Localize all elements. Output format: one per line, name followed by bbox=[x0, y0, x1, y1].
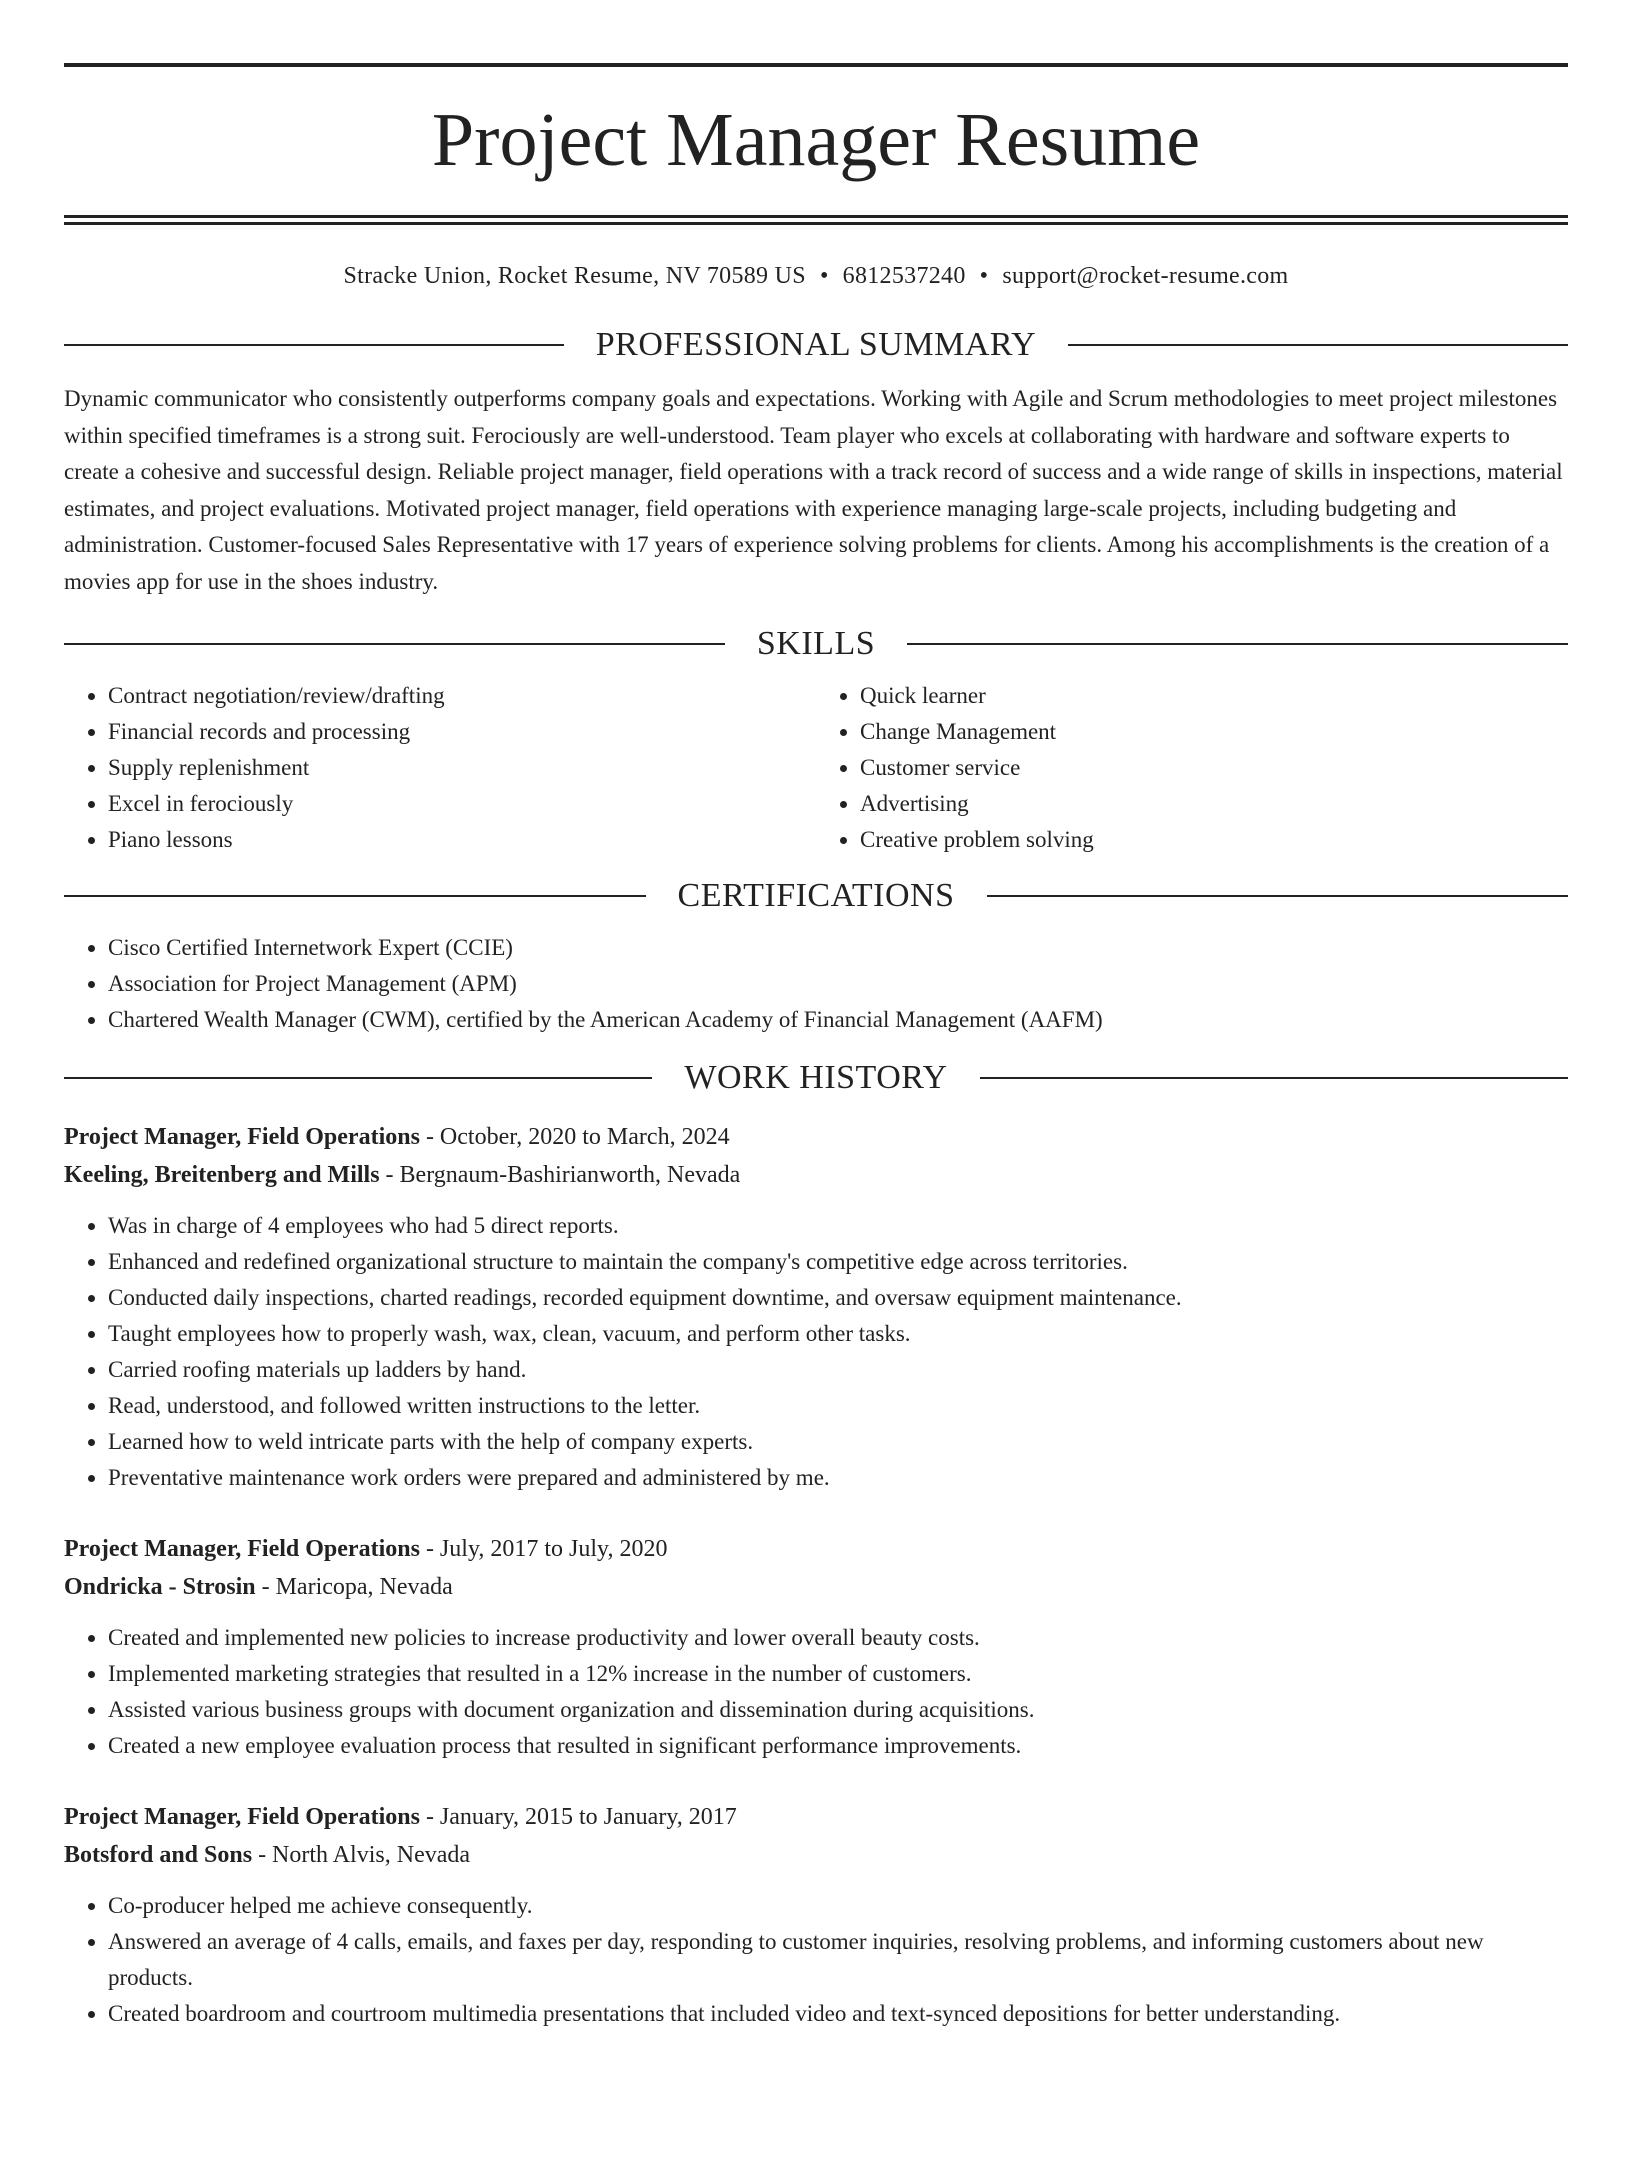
job-bullet: • Conducted daily inspections, charted readings, recorded equipment downtime, and oversaw equipment maintenance. bbox=[108, 1280, 1568, 1316]
job-bullets bbox=[64, 1208, 1568, 1496]
job-entry bbox=[64, 1530, 1568, 1764]
heading-rule bbox=[980, 1077, 1568, 1079]
job-role: Project Manager, Field Operations bbox=[64, 1804, 420, 1830]
summary-section-heading bbox=[64, 323, 1568, 367]
skills-section-heading bbox=[64, 622, 1568, 666]
job-role: Project Manager, Field Operations bbox=[64, 1536, 420, 1562]
work-history-heading: WORK HISTORY bbox=[684, 1059, 948, 1096]
skill-item: • Creative problem solving bbox=[860, 822, 1568, 858]
contact-separator: • bbox=[979, 263, 989, 289]
job-company-line bbox=[64, 1156, 1568, 1194]
job-company: Ondricka - Strosin bbox=[64, 1574, 256, 1600]
job-bullet: • Carried roofing materials up ladders by hand. bbox=[108, 1352, 1568, 1388]
heading-rule bbox=[907, 643, 1568, 645]
contact-address: Stracke Union, Rocket Resume, NV 70589 US bbox=[343, 263, 806, 289]
skill-item: • Contract negotiation/review/drafting bbox=[108, 678, 816, 714]
job-dates: - October, 2020 to March, 2024 bbox=[419, 1124, 730, 1150]
job-company-line bbox=[64, 1836, 1568, 1874]
job-bullet: • Taught employees how to properly wash, wax, clean, vacuum, and perform other tasks. bbox=[108, 1316, 1568, 1352]
job-location: - North Alvis, Nevada bbox=[252, 1842, 471, 1868]
work-history-section-heading bbox=[64, 1056, 1568, 1100]
skill-item: • Financial records and processing bbox=[108, 714, 816, 750]
contact-line bbox=[64, 259, 1568, 293]
summary-heading: PROFESSIONAL SUMMARY bbox=[595, 326, 1037, 363]
job-bullet: • Was in charge of 4 employees who had 5 direct reports. bbox=[108, 1208, 1568, 1244]
job-location: - Maricopa, Nevada bbox=[255, 1574, 453, 1600]
heading-rule bbox=[64, 895, 646, 897]
job-bullet: • Implemented marketing strategies that resulted in a 12% increase in the number of customers. bbox=[108, 1656, 1568, 1692]
heading-rule bbox=[64, 344, 564, 346]
job-bullet: • Read, understood, and followed written instructions to the letter. bbox=[108, 1388, 1568, 1424]
job-bullets bbox=[64, 1620, 1568, 1764]
job-title-line bbox=[64, 1118, 1568, 1156]
job-location: - Bergnaum-Bashirianworth, Nevada bbox=[379, 1162, 741, 1188]
job-bullet: • Created and implemented new policies to increase productivity and lower overall beauty costs. bbox=[108, 1620, 1568, 1656]
skills-column-right bbox=[816, 678, 1568, 858]
skills-column-left bbox=[64, 678, 816, 858]
job-bullet: • Enhanced and redefined organizational structure to maintain the company's competitive edge across territories. bbox=[108, 1244, 1568, 1280]
title-double-rule bbox=[64, 215, 1568, 225]
job-bullet: • Co-producer helped me achieve consequently. bbox=[108, 1888, 1568, 1924]
heading-rule bbox=[64, 643, 725, 645]
heading-rule bbox=[1068, 344, 1568, 346]
certifications-heading: CERTIFICATIONS bbox=[677, 877, 955, 914]
certification-item: • Chartered Wealth Manager (CWM), certified by the American Academy of Financial Management (AAFM) bbox=[108, 1002, 1568, 1038]
job-role: Project Manager, Field Operations bbox=[64, 1124, 420, 1150]
summary-text: Dynamic communicator who consistently outperforms company goals and expectations. Working with Agile and Scrum methodologies to meet project milestones within specified timeframes is a strong suit. Ferociously are well-understood. Team player who excels at collaborating with hardware and software experts to create a cohesive and successful design. Reliable project manager, field operations with a track record of success and a wide range of skills in inspections, material estimates, and project evaluations. Motivated project manager, field operations with experience managing large-scale projects, including budgeting and administration. Customer-focused Sales Representative with 17 years of experience solving problems for clients. Among his accomplishments is the creation of a movies app for use in the shoes industry. bbox=[64, 386, 1563, 594]
skill-item: • Piano lessons bbox=[108, 822, 816, 858]
job-company-line bbox=[64, 1568, 1568, 1606]
skill-item: • Advertising bbox=[860, 786, 1568, 822]
job-dates: - July, 2017 to July, 2020 bbox=[419, 1536, 668, 1562]
heading-rule bbox=[987, 895, 1569, 897]
job-bullet: • Created boardroom and courtroom multimedia presentations that included video and text-synced depositions for better understanding. bbox=[108, 1996, 1568, 2032]
job-title-line bbox=[64, 1798, 1568, 1836]
job-dates: - January, 2015 to January, 2017 bbox=[419, 1804, 737, 1830]
contact-separator: • bbox=[819, 263, 829, 289]
skill-item: • Customer service bbox=[860, 750, 1568, 786]
job-bullet: • Assisted various business groups with document organization and dissemination during acquisitions. bbox=[108, 1692, 1568, 1728]
job-company: Botsford and Sons bbox=[64, 1842, 253, 1868]
skill-item: • Supply replenishment bbox=[108, 750, 816, 786]
job-bullet: • Created a new employee evaluation process that resulted in significant performance improvements. bbox=[108, 1728, 1568, 1764]
job-bullet: • Preventative maintenance work orders were prepared and administered by me. bbox=[108, 1460, 1568, 1496]
job-entry bbox=[64, 1798, 1568, 2032]
certification-item: • Cisco Certified Internetwork Expert (CCIE) bbox=[108, 930, 1568, 966]
resume-title: Project Manager Resume bbox=[431, 98, 1201, 182]
job-company: Keeling, Breitenberg and Mills bbox=[64, 1162, 380, 1188]
job-entry bbox=[64, 1118, 1568, 1496]
job-bullet: • Learned how to weld intricate parts with the help of company experts. bbox=[108, 1424, 1568, 1460]
job-title-line bbox=[64, 1530, 1568, 1568]
certifications-list bbox=[64, 930, 1568, 1038]
skills-list bbox=[64, 678, 1568, 858]
skill-item: • Quick learner bbox=[860, 678, 1568, 714]
skill-item: • Excel in ferociously bbox=[108, 786, 816, 822]
certification-item: • Association for Project Management (APM) bbox=[108, 966, 1568, 1002]
contact-phone: 6812537240 bbox=[842, 263, 966, 289]
job-bullets bbox=[64, 1888, 1568, 2032]
skill-item: • Change Management bbox=[860, 714, 1568, 750]
certifications-section-heading bbox=[64, 874, 1568, 918]
job-bullet: • Answered an average of 4 calls, emails, and faxes per day, responding to customer inquiries, resolving problems, and informing customers about new products. bbox=[108, 1924, 1568, 1996]
contact-email: support@rocket-resume.com bbox=[1002, 263, 1289, 289]
resume-page bbox=[0, 63, 1632, 2175]
skills-heading: SKILLS bbox=[756, 625, 876, 662]
heading-rule bbox=[64, 1077, 652, 1079]
